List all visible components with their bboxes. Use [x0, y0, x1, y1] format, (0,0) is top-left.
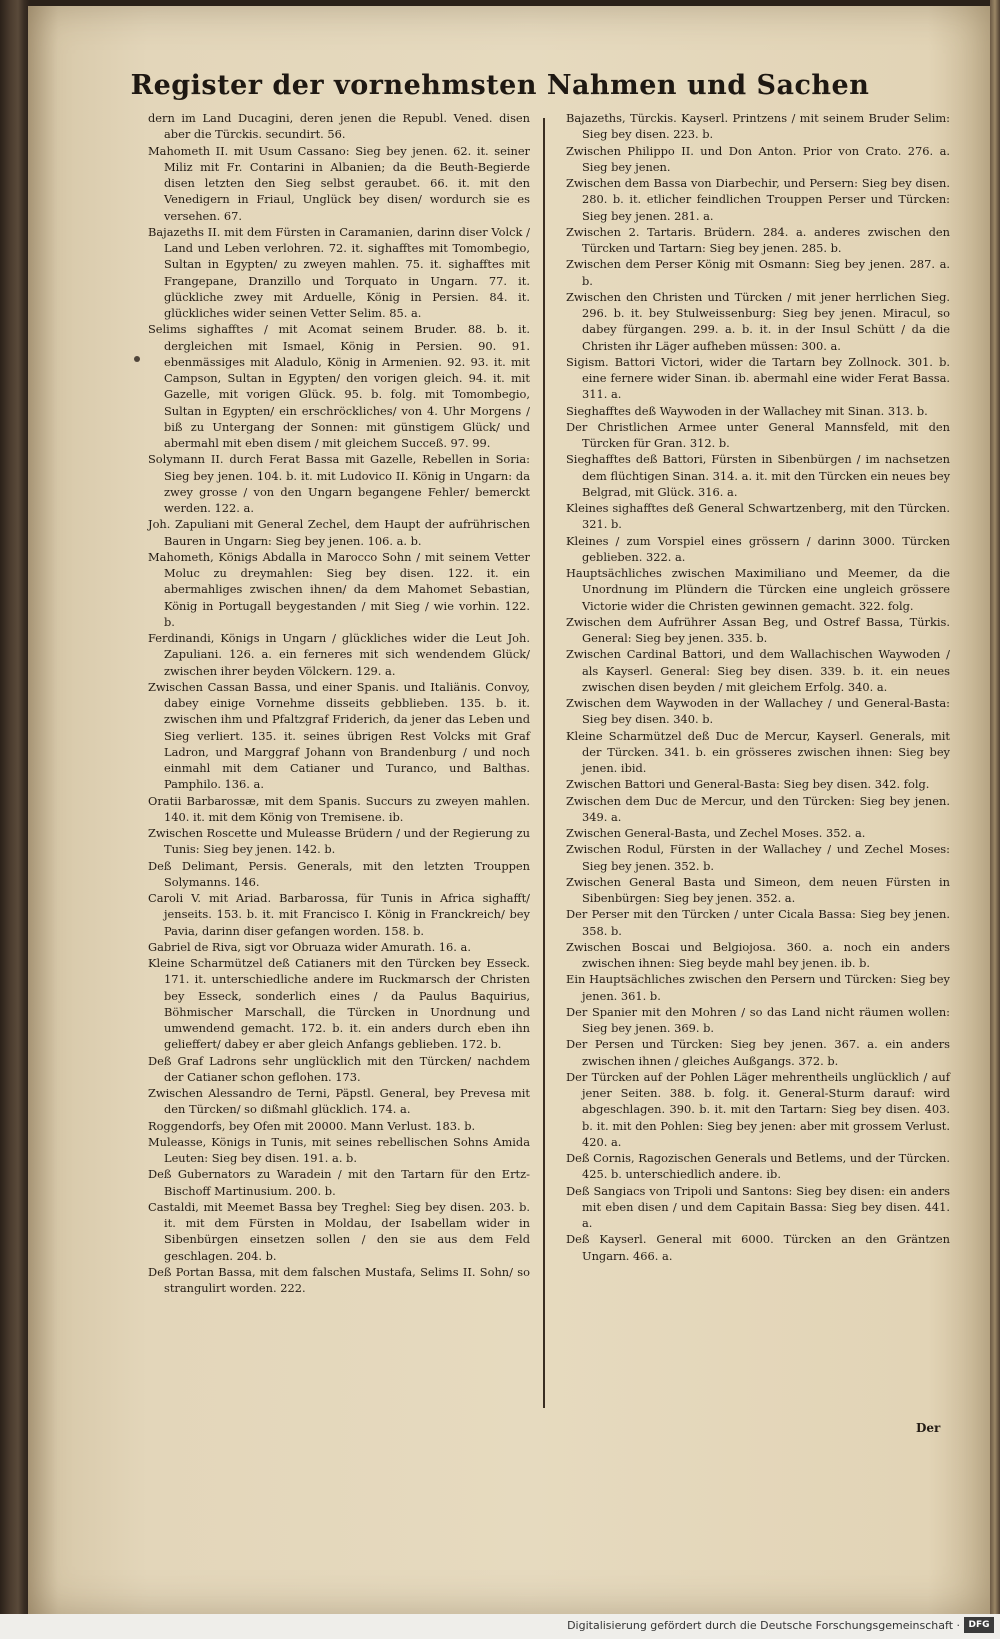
index-entry: Bajazeths II. mit dem Fürsten in Caramanien, darinn diser Volck / Land und Leben verlohren. 72. it. sighafftes mit Tomombegio, Sultan in Egypten/ zu zweyen mahlen. 75. it. sighafftes mit Frangepane, Dranzillo und Torquato in Ungarn. 77. it. glückliche zwey mit Arduelle, König in Persien. 84. it. glückliches wider seinen Vetter Selim. 85. a.: [148, 224, 530, 320]
index-entry: dern im Land Ducagini, deren jenen die Republ. Vened. disen aber die Türckis. secundirt. 56.: [148, 111, 530, 142]
index-entry: Zwischen Boscai und Belgiojosa. 360. a. noch ein anders zwischen ihnen: Sieg beyde mahl bey jenen. ib. b.: [566, 939, 950, 970]
index-entry: Kleines / zum Vorspiel eines grössern / darinn 3000. Türcken geblieben. 322. a.: [566, 533, 950, 564]
index-entry: Roggendorfs, bey Ofen mit 20000. Mann Verlust. 183. b.: [148, 1118, 476, 1133]
dfg-logo: DFG: [964, 1617, 994, 1633]
footer-credit: Digitalisierung gefördert durch die Deutsche Forschungsgemeinschaft ·: [567, 1619, 960, 1632]
index-entry: Joh. Zapuliani mit General Zechel, dem Haupt der aufrührischen Bauren in Ungarn: Sieg bey jenen. 106. a. b.: [148, 517, 530, 548]
index-entry: Oratii Barbarossæ, mit dem Spanis. Succurs zu zweyen mahlen. 140. it. mit dem König von Tremisene. ib.: [148, 793, 530, 824]
index-entry: Solymann II. durch Ferat Bassa mit Gazelle, Rebellen in Soria: Sieg bey jenen. 104. b. it. mit Ludovico II. König in Ungarn: da zwey grosse / von den Ungarn begangene Fehler/ bemerckt werden. 122. a.: [148, 452, 530, 515]
index-entry: Deß Cornis, Ragozischen Generals und Betlems, und der Türcken. 425. b. unterschiedlich andere. ib.: [566, 1151, 950, 1182]
index-entry: Zwischen dem Waywoden in der Wallachey / und General-Basta: Sieg bey disen. 340. b.: [566, 696, 950, 727]
index-entry: Kleines sighafftes deß General Schwartzenberg, mit den Türcken. 321. b.: [566, 501, 950, 532]
index-entry: Ein Hauptsächliches zwischen den Persern und Türcken: Sieg bey jenen. 361. b.: [566, 972, 950, 1003]
index-entry: Sigism. Battori Victori, wider die Tartarn bey Zollnock. 301. b. eine fernere wider Sinan. ib. abermahl eine wider Ferat Bassa. 311. a.: [566, 354, 950, 402]
catchword: Der: [916, 1421, 941, 1435]
index-entry: Der Spanier mit den Mohren / so das Land nicht räumen wollen: Sieg bey jenen. 369. b.: [566, 1004, 950, 1035]
index-entry: Zwischen Cardinal Battori, und dem Wallachischen Waywoden / als Kayserl. General: Sieg bey disen. 339. b. it. ein neues zwischen disen beyden / mit gleichem Erfolg. 340. a.: [566, 647, 950, 694]
index-entry: Zwischen Alessandro de Terni, Päpstl. General, bey Prevesa mit den Türcken/ so dißmahl glücklich. 174. a.: [148, 1086, 530, 1117]
index-entry: Der Persen und Türcken: Sieg bey jenen. 367. a. ein anders zwischen ihnen / gleiches Außgangs. 372. b.: [566, 1037, 950, 1068]
index-entry: Sieghafftes deß Waywoden in der Wallachey mit Sinan. 313. b.: [566, 403, 928, 418]
right-column: [566, 110, 950, 1264]
index-entry: Deß Delimant, Persis. Generals, mit den letzten Trouppen Solymanns. 146.: [148, 858, 530, 889]
index-entry: Gabriel de Riva, sigt vor Obruaza wider Amurath. 16. a.: [148, 939, 471, 954]
index-entry: Deß Portan Bassa, mit dem falschen Mustafa, Selims II. Sohn/ so strangulirt worden. 222.: [148, 1264, 530, 1295]
index-entry: Ferdinandi, Königs in Ungarn / glückliches wider die Leut Joh. Zapuliani. 126. a. ein ferneres mit sich wendendem Glück/ zwischen ihrer beyden Völckern. 129. a.: [148, 631, 530, 678]
index-entry: Zwischen den Christen und Türcken / mit jener herrlichen Sieg. 296. b. it. bey Stulweissenburg: Sieg bey jenen. Miracul, so dabey fürgangen. 299. a. b. it. in der Insul Schütt / da die Christen ihr Läger aufheben müssen: 300. a.: [566, 289, 950, 353]
index-entry: Deß Graf Ladrons sehr unglücklich mit den Türcken/ nachdem der Catianer schon geflohen. 173.: [148, 1053, 530, 1084]
page-title: Register der vornehmsten Nahmen und Sachen: [130, 70, 870, 101]
index-entry: Castaldi, mit Meemet Bassa bey Treghel: Sieg bey disen. 203. b. it. mit dem Fürsten in Moldau, der Isabellam wider in Sibenbürgen einsetzen sollen / den sie aus dem Feld geschlagen. 204. b.: [148, 1199, 530, 1263]
index-entry: Mahometh, Königs Abdalla in Marocco Sohn / mit seinem Vetter Moluc zu dreymahlen: Sieg bey disen. 122. it. ein abermahliges zwischen ihnen/ da dem Mahomet Sebastian, König in Portugall beygestanden / mit Sieg / wie vorhin. 122. b.: [148, 549, 530, 629]
index-entry: Zwischen Philippo II. und Don Anton. Prior von Crato. 276. a. Sieg bey jenen.: [566, 143, 950, 174]
index-entry: Muleasse, Königs in Tunis, mit seines rebellischen Sohns Amida Leuten: Sieg bey disen. 191. a. b.: [148, 1134, 530, 1165]
index-entry: Der Christlichen Armee unter General Mannsfeld, mit den Türcken für Gran. 312. b.: [566, 419, 950, 450]
index-entry: Zwischen Roscette und Muleasse Brüdern / und der Regierung zu Tunis: Sieg bey jenen. 142. b.: [148, 826, 530, 857]
index-entry: Zwischen dem Aufrührer Assan Beg, und Ostref Bassa, Türkis. General: Sieg bey jenen. 335. b.: [566, 614, 950, 645]
index-entry: Bajazeths, Türckis. Kayserl. Printzens / mit seinem Bruder Selim: Sieg bey disen. 223. b.: [566, 111, 950, 142]
index-entry: Selims sighafftes / mit Acomat seinem Bruder. 88. b. it. dergleichen mit Ismael, König in Persien. 90. 91. ebenmässiges mit Aladulo, König in Armenien. 92. 93. it. mit Campson, Sultan in Egypten/ den vorigen gleich. 94. it. mit Gazelle, mit vorigen Glück. 95. b. folg. mit Tomombegio, Sultan in Egypten/ ein erschröckliches/ von 4. Uhr Morgens / biß zu Untergang der Sonnen: mit günstigem Glück/ und abermahl mit eben disem / mit gleichem Succeß. 97. 99.: [148, 322, 530, 450]
index-entry: Der Perser mit den Türcken / unter Cicala Bassa: Sieg bey jenen. 358. b.: [566, 907, 950, 938]
index-entry: Zwischen Cassan Bassa, und einer Spanis. und Italiänis. Convoy, dabey einige Vornehme disseits gebblieben. 135. b. it. zwischen ihm und Pfaltzgraf Friderich, da jener das Leben und Sieg verliert. 135. it. seines übrigen Rest Volcks mit Graf Ladron, und Marggraf Johann von Brandenburg / und noch einmahl mit dem Catianer und Turanco, und Balthas. Pamphilo. 136. a.: [148, 679, 530, 792]
index-entry: Deß Gubernators zu Waradein / mit den Tartarn für den Ertz-Bischoff Martinusium. 200. b.: [148, 1167, 530, 1198]
index-entry: Zwischen dem Bassa von Diarbechir, und Persern: Sieg bey disen. 280. b. it. etlicher feindlichen Trouppen Perser und Türcken: Sieg bey jenen. 281. a.: [566, 176, 950, 223]
ink-spot: [134, 356, 140, 362]
index-entry: Der Türcken auf der Pohlen Läger mehrentheils unglücklich / auf jener Seiten. 388. b. folg. it. General-Sturm darauf: wird abgeschlagen. 390. b. it. mit den Tartarn: Sieg bey disen. 403. b. it. mit den Pohlen: Sieg bey jenen: aber mit grossem Verlust. 420. a.: [566, 1069, 950, 1149]
index-entry: Zwischen General Basta und Simeon, dem neuen Fürsten in Sibenbürgen: Sieg bey jenen. 352. a.: [566, 874, 950, 905]
index-entry: Deß Sangiacs von Tripoli und Santons: Sieg bey disen: ein anders mit eben disen / und dem Capitain Bassa: Sieg bey disen. 441. a.: [566, 1183, 950, 1230]
index-entry: Mahometh II. mit Usum Cassano: Sieg bey jenen. 62. it. seiner Miliz mit Fr. Contarini in Albanien; da die Beuth-Begierde disen letzten den Sieg selbst geraubet. 66. it. mit den Venedigern in Friaul, Unglück bey disen/ wordurch sie es versehen. 67.: [148, 143, 530, 223]
left-column: [148, 110, 530, 1296]
index-entry: Zwischen Rodul, Fürsten in der Wallachey / und Zechel Moses: Sieg bey jenen. 352. b.: [566, 842, 950, 873]
page-edge: [990, 0, 1000, 1639]
index-entry: Sieghafftes deß Battori, Fürsten in Sibenbürgen / im nachsetzen dem flüchtigen Sinan. 314. a. it. mit den Türcken ein neues bey Belgrad, mit Glück. 316. a.: [566, 452, 950, 499]
index-entry: Hauptsächliches zwischen Maximiliano und Meemer, da die Unordnung im Plündern die Türcken eine ungleich grössere Victorie wider die Christen gewinnen gemacht. 322. folg.: [566, 566, 950, 613]
index-entry: Zwischen Battori und General-Basta: Sieg bey disen. 342. folg.: [566, 777, 930, 792]
index-entry: Kleine Scharmützel deß Catianers mit den Türcken bey Esseck. 171. it. unterschiedliche andere im Ruckmarsch der Christen bey Esseck, sonderlich eines / da Paulus Baquirius, Böhmischer Marschall, die Türcken in Unordnung und umwendend gemacht. 172. b. it. ein anders durch eben ihn gelieffert/ dabey er aber gleich Anfangs geblieben. 172. b.: [148, 956, 530, 1052]
index-entry: Zwischen 2. Tartaris. Brüdern. 284. a. anderes zwischen den Türcken und Tartarn: Sieg bey jenen. 285. b.: [566, 224, 950, 255]
index-entry: Zwischen dem Duc de Mercur, und den Türcken: Sieg bey jenen. 349. a.: [566, 793, 950, 824]
index-entry: Zwischen dem Perser König mit Osmann: Sieg bey jenen. 287. a. b.: [566, 257, 950, 288]
index-entry: Deß Kayserl. General mit 6000. Türcken an den Gräntzen Ungarn. 466. a.: [566, 1232, 950, 1263]
column-divider: [543, 118, 545, 1408]
index-entry: Zwischen General-Basta, und Zechel Moses. 352. a.: [566, 826, 866, 840]
index-entry: Caroli V. mit Ariad. Barbarossa, für Tunis in Africa sighafft/ jenseits. 153. b. it. mit Francisco I. König in Franckreich/ bey Pavia, darinn diser gefangen worden. 158. b.: [148, 891, 530, 938]
index-entry: Kleine Scharmützel deß Duc de Mercur, Kayserl. Generals, mit der Türcken. 341. b. ein grösseres zwischen ihnen: Sieg bey jenen. ibid.: [566, 728, 950, 775]
